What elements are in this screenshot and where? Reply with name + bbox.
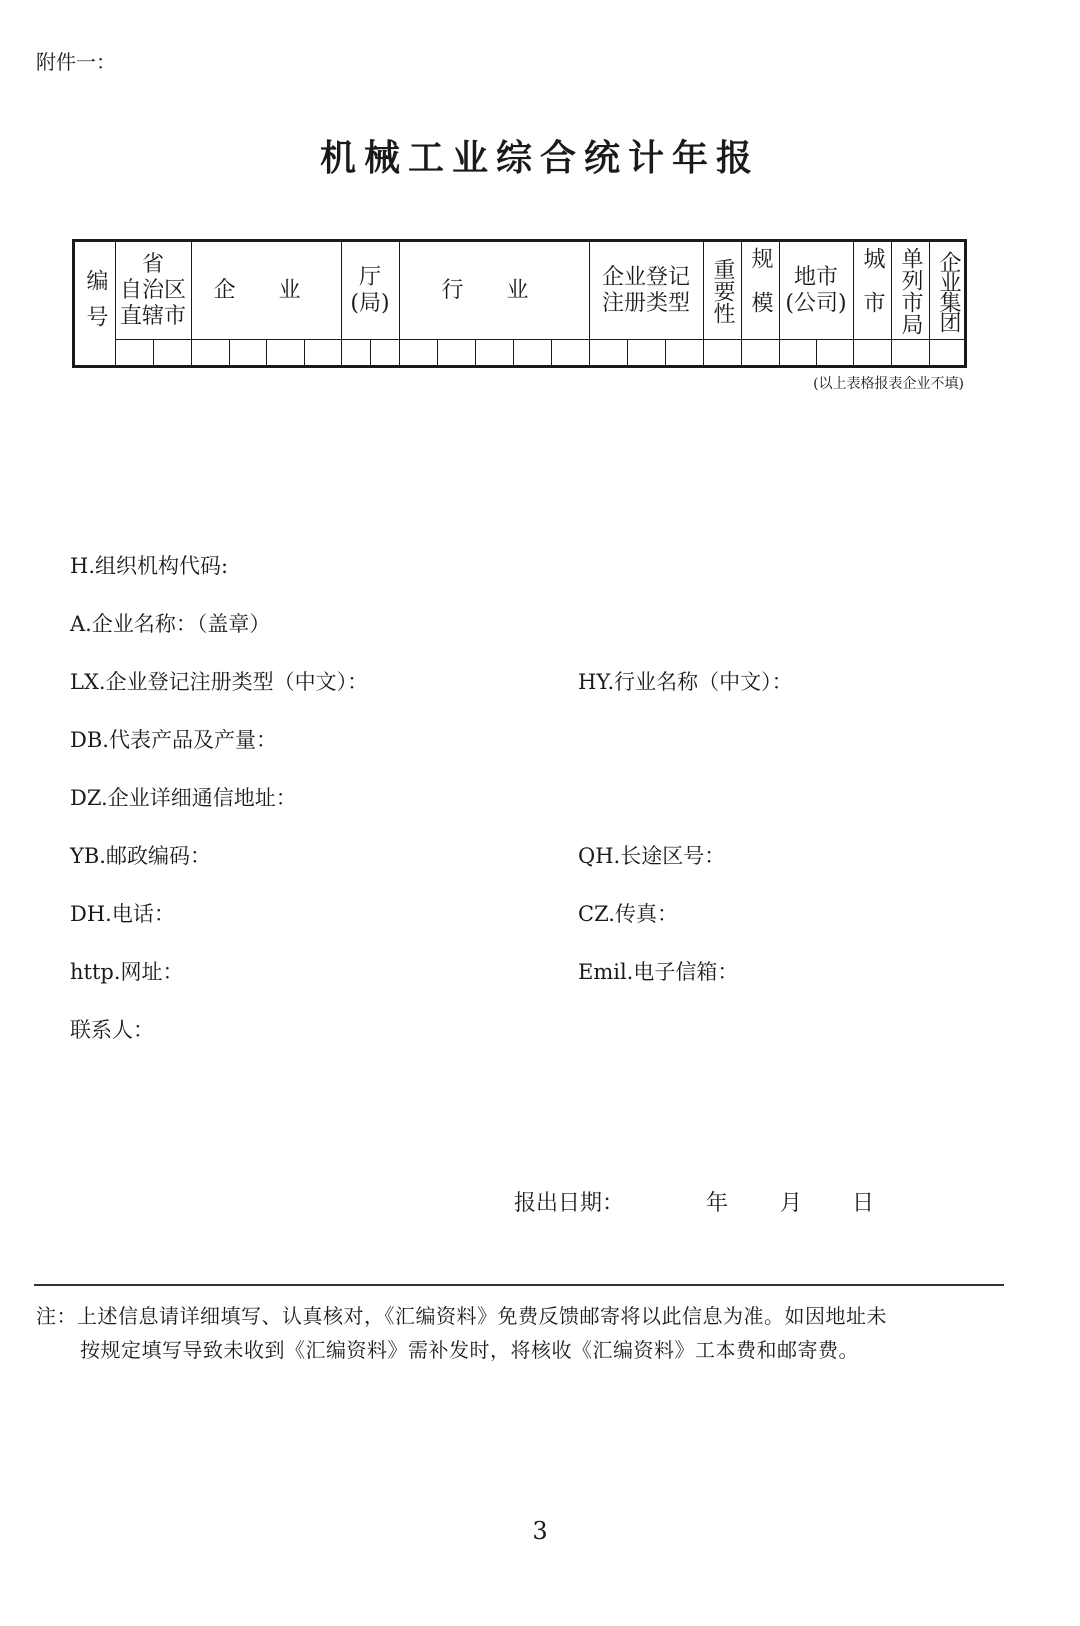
field-company-name: A.企业名称：（盖章） <box>70 612 271 636</box>
date-year: 年 <box>706 1191 729 1216</box>
table-row-divider <box>115 339 964 340</box>
box-divider <box>551 339 552 368</box>
footnote-line-1: 注：上述信息请详细填写、认真核对，《汇编资料》免费反馈邮寄将以此信息为准。如因地址未 <box>36 1304 887 1328</box>
table-note: (以上表格报表企业不填) <box>813 376 964 392</box>
field-fax: CZ.传真： <box>578 902 678 926</box>
field-phone: DH.电话： <box>70 902 175 926</box>
col-header-separate-city: 单列市局 <box>898 246 923 335</box>
col-header-bureau: 厅 (局) <box>350 264 390 316</box>
col-header-industry: 行 业 <box>441 277 547 303</box>
footnote-line-2: 按规定填写导致未收到《汇编资料》需补发时，将核收《汇编资料》工本费和邮寄费。 <box>80 1338 859 1362</box>
col-header-importance: 重要性 <box>710 257 735 324</box>
page-number: 3 <box>532 1517 548 1545</box>
date-day: 日 <box>852 1191 875 1216</box>
col-divider <box>891 242 892 368</box>
field-products: DB.代表产品及产量： <box>70 728 277 752</box>
box-divider <box>513 339 514 368</box>
field-contact: 联系人： <box>70 1018 154 1042</box>
col-divider <box>589 242 590 368</box>
box-divider <box>266 339 267 368</box>
col-header-scale: 规模 <box>748 246 773 335</box>
col-divider <box>741 242 742 368</box>
col-divider <box>115 242 116 368</box>
col-header-number: 编号 <box>83 269 108 341</box>
box-divider <box>229 339 230 368</box>
date-month: 月 <box>780 1191 803 1216</box>
field-industry-name: HY.行业名称（中文）： <box>578 670 793 694</box>
header-code-table <box>72 239 967 368</box>
box-divider <box>665 339 666 368</box>
field-postcode: YB.邮政编码： <box>70 844 211 868</box>
col-divider <box>853 242 854 368</box>
col-header-province: 省 自治区 直辖市 <box>119 251 186 329</box>
col-header-enterprise-group: 企业集团 <box>936 250 961 331</box>
box-divider <box>437 339 438 368</box>
col-divider <box>191 242 192 368</box>
box-divider <box>475 339 476 368</box>
report-date-label: 报出日期： <box>514 1191 625 1216</box>
box-divider <box>153 339 154 368</box>
col-header-enterprise: 企 业 <box>213 277 319 303</box>
attachment-label: 附件一： <box>36 50 116 74</box>
col-header-reg-type: 企业登记 注册类型 <box>601 264 690 316</box>
col-header-city-company: 地市 (公司) <box>785 264 847 316</box>
field-area-code: QH.长途区号： <box>578 844 726 868</box>
box-divider <box>627 339 628 368</box>
field-email: Emil.电子信箱： <box>578 960 739 984</box>
box-divider <box>304 339 305 368</box>
col-divider <box>399 242 400 368</box>
col-divider <box>703 242 704 368</box>
col-divider <box>341 242 342 368</box>
field-address: DZ.企业详细通信地址： <box>70 786 297 810</box>
page-title: 机械工业综合统计年报 <box>319 137 760 179</box>
field-reg-type: LX.企业登记注册类型（中文）： <box>70 670 369 694</box>
field-org-code: H.组织机构代码: <box>70 554 229 578</box>
footnote-divider <box>34 1284 1004 1286</box>
field-website: http.网址： <box>70 960 184 984</box>
col-divider <box>779 242 780 368</box>
box-divider <box>370 339 371 368</box>
box-divider <box>816 339 817 368</box>
col-header-city: 城市 <box>860 246 885 335</box>
col-divider <box>929 242 930 368</box>
